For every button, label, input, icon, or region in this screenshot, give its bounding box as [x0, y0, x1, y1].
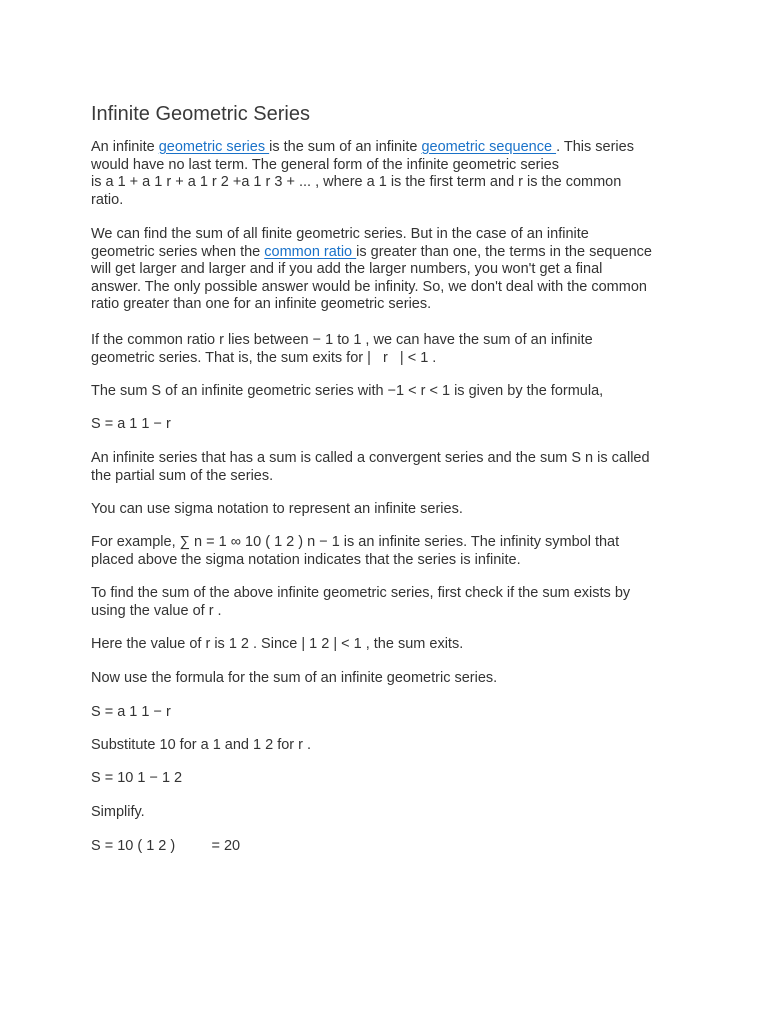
- text-line: geometric series when the common ratio is greater than one, the terms in the sequence: [91, 243, 652, 260]
- common-ratio-link[interactable]: common ratio: [264, 243, 357, 260]
- geometric-series-link[interactable]: geometric series: [158, 139, 270, 155]
- text-line: If the common ratio r lies between − 1 to 1 , we can have the sum of an infinite: [91, 332, 593, 348]
- text-line: using the value of r .: [91, 602, 222, 619]
- text-line: placed above the sigma notation indicates that the series is infinite.: [91, 551, 521, 568]
- final-result: S = 10 ( 1 2 ) = 20: [91, 838, 241, 854]
- text-line: would have no last term. The general form of the infinite geometric series: [91, 156, 559, 173]
- text-line: answer. The only possible answer would be infinity. So, we don't deal with the common: [91, 278, 647, 295]
- use-formula-paragraph: Now use the formula for the sum of an infinite geometric series.: [91, 670, 498, 686]
- text-line: geometric series. That is, the sum exits for | r | < 1 .: [91, 349, 437, 366]
- text-line: the partial sum of the series.: [91, 467, 274, 484]
- substituted-formula: S = 10 1 − 1 2: [91, 770, 183, 786]
- intro-paragraph: [91, 139, 691, 209]
- text-line: will get larger and larger and if you add the larger numbers, you won't get a final: [91, 261, 603, 277]
- text-line: An infinite geometric series is the sum of an infinite geometric sequence . This series: [91, 139, 634, 155]
- finite-series-paragraph: [91, 226, 691, 314]
- check-sum-paragraph: [91, 585, 691, 620]
- ratio-condition-paragraph: [91, 332, 691, 367]
- text-line: is a 1 + a 1 r + a 1 r 2 +a 1 r 3 + ... , where a 1 is the first term and r is the common: [91, 174, 622, 190]
- text-line: ratio greater than one for an infinite geometric series.: [91, 296, 432, 312]
- formula-restated: S = a 1 1 − r: [91, 704, 171, 720]
- text-line: For example, ∑ n = 1 ∞ 10 ( 1 2 ) n − 1 is an infinite series. The infinity symbol that: [91, 534, 620, 550]
- geometric-sequence-link[interactable]: geometric sequence: [421, 139, 557, 155]
- page-title: Infinite Geometric Series: [91, 103, 310, 125]
- text-line: An infinite series that has a sum is called a convergent series and the sum S n is called: [91, 450, 650, 466]
- example-paragraph: [91, 534, 691, 569]
- text-line: To find the sum of the above infinite geometric series, first check if the sum exists by: [91, 585, 631, 601]
- ratio-value-paragraph: Here the value of r is 1 2 . Since | 1 2 | < 1 , the sum exits.: [91, 636, 464, 652]
- convergent-series-paragraph: [91, 450, 691, 485]
- text-line: ratio.: [91, 191, 124, 208]
- simplify-label: Simplify.: [91, 804, 145, 820]
- substitute-paragraph: Substitute 10 for a 1 and 1 2 for r .: [91, 737, 312, 753]
- sum-formula-intro: The sum S of an infinite geometric series with −1 < r < 1 is given by the formula,: [91, 383, 604, 399]
- sum-formula: S = a 1 1 − r: [91, 416, 171, 432]
- sigma-notation-paragraph: You can use sigma notation to represent an infinite series.: [91, 501, 463, 517]
- text-line: We can find the sum of all finite geometric series. But in the case of an infinite: [91, 226, 589, 242]
